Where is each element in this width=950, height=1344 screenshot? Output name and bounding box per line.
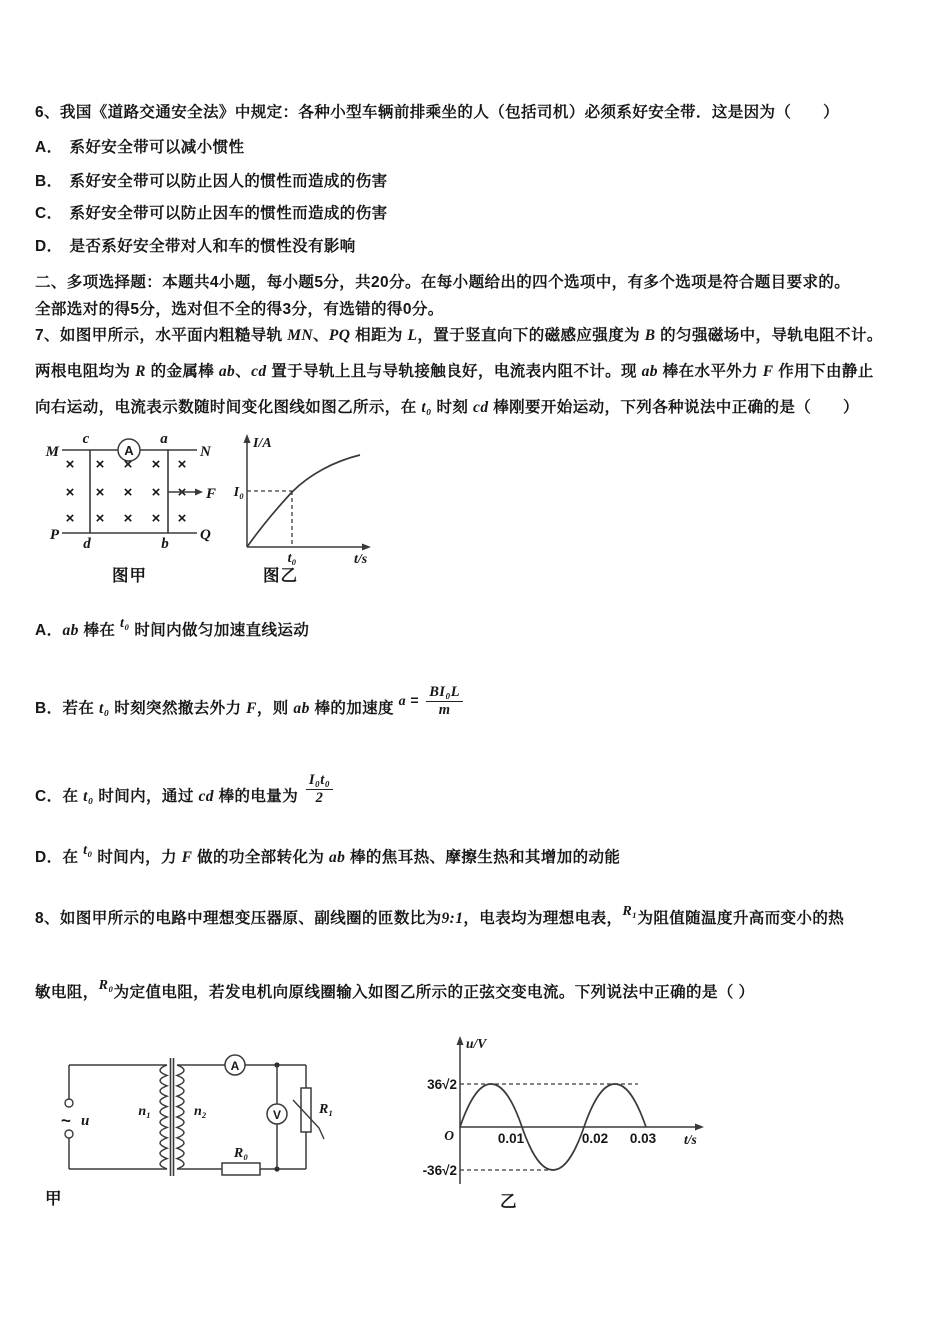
- svg-text:V: V: [272, 1108, 282, 1122]
- question-6-option-c: [35, 203, 388, 224]
- svg-text:×: ×: [123, 510, 133, 527]
- option-label: B．: [35, 173, 63, 190]
- svg-text:I/A: I/A: [253, 436, 272, 451]
- svg-text:t₀: t₀: [287, 551, 297, 566]
- svg-text:I₀: I₀: [233, 485, 244, 500]
- figure-yi-caption: 图乙: [263, 567, 298, 585]
- svg-text:×: ×: [65, 510, 75, 527]
- option-label: C．: [35, 205, 63, 222]
- svg-text:Q: Q: [200, 527, 211, 543]
- graph-yi-caption: 乙: [500, 1193, 518, 1211]
- question-7-option-a: A．ab 棒在 t₀ 时间内做匀加速直线运动: [35, 616, 310, 639]
- section-2-instructions-line-1: 二、多项选择题：本题共4小题，每小题5分，共20分。在每小题给出的四个选项中，有多个选项是符合题目要求的。: [35, 274, 851, 291]
- tilde-icon: ~: [61, 1111, 71, 1130]
- circuit-jia-caption: 甲: [45, 1190, 63, 1208]
- question-7-option-d: D．在 t₀ 时间内，力 F 做的功全部转化为 ab 棒的焦耳热、摩擦生热和其增加的动能: [35, 843, 621, 866]
- question-6-option-d: [35, 236, 356, 257]
- question-7-stem-line-1: 7、如图甲所示，水平面内粗糙导轨 MN、PQ 相距为 L，置于竖直向下的磁感应强度为 B 的匀强磁场中，导轨电阻不计。: [35, 327, 883, 344]
- secondary-coil: [177, 1065, 184, 1169]
- svg-text:×: ×: [65, 484, 75, 501]
- primary-coil: [160, 1065, 167, 1169]
- question-6-option-b: [35, 171, 388, 192]
- figure-yi-current-graph: [230, 432, 378, 568]
- axes: [457, 1036, 705, 1184]
- svg-text:c: c: [82, 431, 90, 447]
- peak-value-label: 36√2: [427, 1077, 457, 1092]
- option-text: 是否系好安全带对人和车的惯性没有影响: [69, 238, 356, 255]
- r1-label: R₁: [319, 1102, 334, 1117]
- option-text: 系好安全带可以减小惯性: [69, 139, 245, 156]
- axes: [244, 434, 372, 551]
- svg-text:a: a: [160, 431, 168, 447]
- primary-turns-label: n₁: [138, 1104, 151, 1119]
- x-axis-label: t/s: [684, 1132, 697, 1147]
- current-curve: [247, 455, 360, 547]
- option-label: D．: [35, 238, 63, 255]
- thermistor-r1: [293, 1088, 333, 1139]
- question-7-stem-line-3: 向右运动，电流表示数随时间变化图线如图乙所示，在 t₀ 时刻 cd 棒刚要开始运动，下列各种说法中正确的是（ ）: [35, 399, 859, 416]
- voltage-waveform-graph: [418, 1032, 718, 1200]
- svg-text:×: ×: [177, 484, 187, 501]
- source-voltage-label: u: [81, 1113, 90, 1129]
- origin-label: O: [444, 1128, 454, 1143]
- ac-source: [61, 1065, 167, 1169]
- figure-jia-caption: 图甲: [112, 567, 147, 585]
- svg-text:×: ×: [177, 510, 187, 527]
- question-7-option-b: B．若在 t₀ 时刻突然撤去外力 F，则 ab 棒的加速度 a = $\frac{\text{BI₀L}}{m}$: [35, 692, 466, 725]
- svg-text:F: F: [206, 486, 217, 502]
- tick-0-01: 0.01: [497, 1131, 525, 1146]
- r0-label: R₀: [233, 1146, 249, 1161]
- option-label: A．: [35, 139, 63, 156]
- trough-value-label: -36√2: [422, 1163, 457, 1178]
- svg-text:d: d: [83, 536, 91, 552]
- option-text: 系好安全带可以防止因人的惯性而造成的伤害: [69, 173, 388, 190]
- svg-text:M: M: [45, 444, 59, 460]
- svg-text:×: ×: [95, 510, 105, 527]
- y-axis-label: u/V: [466, 1036, 487, 1051]
- graph-labels: [423, 1036, 697, 1178]
- question-7-stem-line-2: 两根电阻均为 R 的金属棒 ab、cd 置于导轨上且与导轨接触良好，电流表内阻不计。现 ab 棒在水平外力 F 作用下由静止: [35, 363, 874, 380]
- resistor-r0: [222, 1146, 260, 1175]
- svg-text:×: ×: [177, 456, 187, 473]
- svg-text:×: ×: [95, 456, 105, 473]
- svg-text:×: ×: [151, 456, 161, 473]
- svg-text:N: N: [200, 444, 211, 460]
- svg-text:×: ×: [151, 510, 161, 527]
- svg-text:A: A: [230, 1059, 240, 1073]
- tick-0-02: 0.02: [581, 1131, 609, 1146]
- svg-text:b: b: [161, 536, 169, 552]
- svg-text:×: ×: [65, 456, 75, 473]
- transformer-circuit-diagram: [55, 1040, 355, 1190]
- question-6-option-a: [35, 137, 244, 158]
- svg-text:t/s: t/s: [354, 552, 368, 567]
- ammeter-icon: [225, 1055, 245, 1075]
- transformer-core: [171, 1058, 174, 1176]
- section-2-instructions-line-2: 全部选对的得5分，选对但不全的得3分，有选错的得0分。: [35, 301, 444, 318]
- question-8-stem-line-1: 8、如图甲所示的电路中理想变压器原、副线圈的匝数比为9:1，电表均为理想电表，R₁为阻值随温度升高而变小的热: [35, 904, 845, 927]
- secondary-turns-label: n₂: [194, 1104, 207, 1119]
- svg-text:×: ×: [123, 484, 133, 501]
- voltmeter-icon: [267, 1065, 287, 1169]
- svg-text:A: A: [124, 443, 134, 458]
- question-7-option-c: C．在 t₀ 时间内，通过 cd 棒的电量为 $\frac{\text{I₀t₀}}{2}$: [35, 780, 336, 813]
- svg-text:×: ×: [123, 456, 133, 473]
- svg-text:×: ×: [151, 484, 161, 501]
- question-6-stem: 6、我国《道路交通安全法》中规定：各种小型车辆前排乘坐的人（包括司机）必须系好安全带．这是因为（ ）: [35, 104, 840, 121]
- figure-jia-rail-diagram: [46, 430, 221, 568]
- option-text: 系好安全带可以防止因车的惯性而造成的伤害: [69, 205, 388, 222]
- question-8-stem-line-2: 敏电阻，R₀为定值电阻，若发电机向原线圈输入如图乙所示的正弦交变电流。下列说法中正确的是（ ）: [35, 978, 755, 1001]
- tick-0-03: 0.03: [629, 1131, 657, 1146]
- svg-text:×: ×: [95, 484, 105, 501]
- force-arrow: [168, 486, 216, 502]
- svg-text:P: P: [49, 527, 59, 543]
